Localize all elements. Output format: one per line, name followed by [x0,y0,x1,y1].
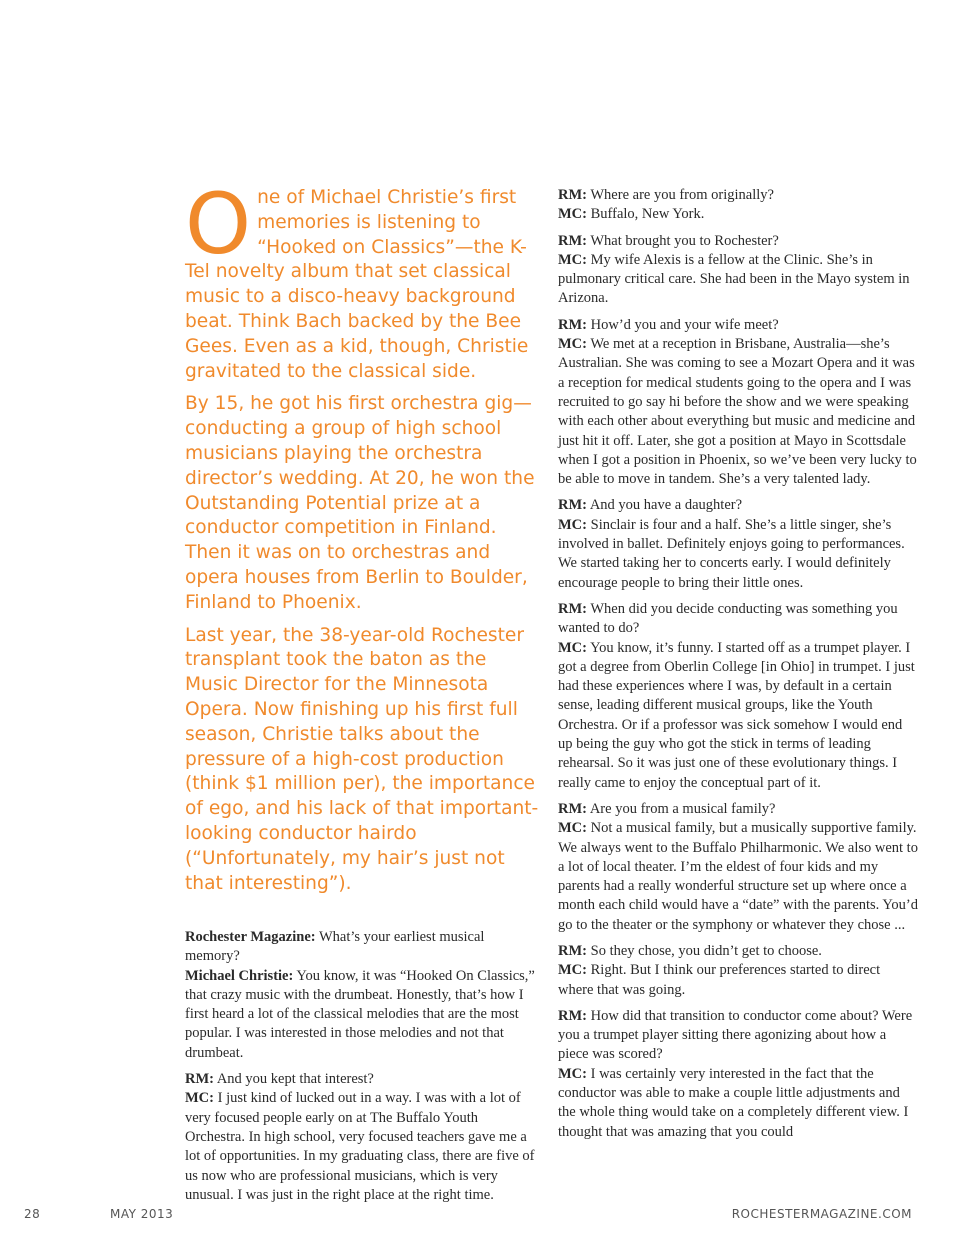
intro-paragraph-1 [185,175,543,384]
answer-text: I was certainly very interested in the fact that the conductor was able to make a couple little adjustments and the whole thing would take on a completely different view. I thought that was amazing that you could [558,1065,909,1140]
website-url: ROCHESTERMAGAZINE.COM [731,1207,912,1221]
answer-speaker: MC: [558,516,587,533]
question [558,800,918,819]
interview-column-left [185,928,541,1212]
question-speaker: RM: [558,316,587,333]
answer [185,967,541,1063]
question-speaker: RM: [558,600,587,617]
qa-block [558,316,918,490]
question-speaker: RM: [558,497,587,514]
intro-paragraph-2: By 15, he got his first orchestra gig—conducting a group of high school musicians playing the orchestra director’s wedding. At 20, he won the Outstanding Potential prize at a conductor competition in Finland. Then it was on to orchestras and opera houses from Berlin to Boulder, Finland to Phoenix. [185,393,535,613]
qa-block [558,186,918,225]
question [558,496,918,515]
intro-paragraph-1-text: ne of Michael Christie’s first memories is listening to “Hooked on Classics”—the K-Tel novelty album that set classical music to a disco-heavy background beat. Think Bach backed by the Bee Gees. Even as a kid, though, Christie gravitated to the classical side. [185,187,529,382]
question [558,232,918,251]
qa-block [558,496,918,592]
answer [558,639,918,793]
answer [558,1065,918,1142]
answer [558,961,918,1000]
answer-text: We met at a reception in Brisbane, Australia—she’s Australian. She was coming to see a Mozart Opera and it was a reception for medical students going to the opera and I was recruited to go say hi before the show and we were speaking with each other about everything but music and medicine and just hit it off. Later, she got a position at Mayo in Scottsdale when I got a position in Phoenix, so we’ve been very lucky to be able to move in tandem. She’s a very talented lady. [558,336,917,488]
answer-text: My wife Alexis is a fellow at the Clinic. She’s in pulmonary critical care. She had been in the Mayo system in Arizona. [558,251,910,307]
question-text: And you kept that interest? [216,1071,374,1088]
question [185,928,541,967]
question-speaker: RM: [185,1071,214,1088]
drop-cap: O [185,175,252,273]
answer-speaker: MC: [558,336,587,353]
question [558,1007,918,1065]
question-speaker: RM: [558,942,587,959]
question-text: When did you decide conducting was something you wanted to do? [558,600,898,637]
answer-speaker: MC: [558,639,587,656]
answer [558,205,918,224]
question-speaker: Rochester Magazine: [185,929,316,945]
question-text: And you have a daughter? [589,497,743,514]
answer-text: Right. But I think our preferences started to direct where that was going. [558,962,881,998]
answer-speaker: Michael Christie: [185,967,294,984]
answer-speaker: MC: [558,251,587,268]
answer-text: Buffalo, New York. [590,206,705,223]
answer-text: You know, it was “Hooked On Classics,” that crazy music with the drumbeat. Honestly, that’s how I first heard a lot of the classical melodies that are the most popular. I was interested in those melodies and not that drumbeat. [185,967,535,1061]
answer [558,251,918,309]
qa-block [558,942,918,1000]
answer [558,335,918,489]
page-number: 28 [24,1207,41,1221]
question [558,942,918,961]
issue-date: MAY 2013 [110,1207,174,1221]
question [558,186,918,205]
answer-text: You know, it’s funny. I started off as a trumpet player. I got a degree from Oberlin College [in Ohio] in trumpet. I just had these experiences where I was, by default in a certain sense, leading different musical groups, like the Youth Orchestra. Or if a professor was sick somehow I would end up being the guy who got the stick in terms of leading rehearsal. So it was just one of these evolutionary things. I really came to enjoy the conceptual part of it. [558,639,915,791]
answer-speaker: MC: [558,962,587,979]
intro-paragraph-3: Last year, the 38-year-old Rochester transplant took the baton as the Music Director for the Minnesota Opera. Now finishing up his first full season, Christie talks about the pressure of a high-cost production (think $1 million per), the importance of ego, and his lack of that important-looking conductor hairdo (“Unfortunately, my hair’s just not that interesting”). [185,624,539,894]
question-text: What’s your earliest musical memory? [185,929,485,965]
question-speaker: RM: [558,800,587,817]
answer [558,819,918,935]
intro-text [185,175,543,904]
answer-speaker: MC: [185,1090,214,1107]
question-text: How did that transition to conductor come about? Were you a trumpet player sitting there agonizing about how a piece was scored? [558,1007,913,1063]
qa-block [558,800,918,935]
question [558,600,918,639]
question-speaker: RM: [558,187,587,203]
answer-text: Not a musical family, but a musically supportive family. We always went to the Buffalo Philharmonic. We also went to a lot of local theater. I’m the eldest of four kids and my parents had a really wonderful structure set up where once a month each child would have a “date” with the parents. You’d go to the theater or the symphony or whatever they chose ... [558,820,918,933]
question-text: Where are you from originally? [590,187,774,203]
qa-block [558,600,918,793]
interview-column-right [558,186,918,1149]
question-text: What brought you to Rochester? [590,232,779,249]
answer-speaker: MC: [558,206,587,223]
answer [185,1089,541,1205]
answer [558,516,918,593]
question-text: So they chose, you didn’t get to choose. [590,942,822,959]
qa-block [558,232,918,309]
answer-speaker: MC: [558,820,587,837]
question [185,1070,541,1089]
answer-text: Sinclair is four and a half. She’s a little singer, she’s involved in ballet. Definitely enjoys going to performances. We started taking her to concerts early. I would definitely encourage people to bring their little ones. [558,516,905,591]
question-speaker: RM: [558,1007,587,1024]
question-text: Are you from a musical family? [589,800,776,817]
qa-block [185,928,541,1063]
question-text: How’d you and your wife meet? [590,316,779,333]
qa-block [558,1007,918,1142]
answer-text: I just kind of lucked out in a way. I was with a lot of very focused people early on at The Buffalo Youth Orchestra. In high school, very focused teachers gave me a lot of opportunities. In my graduating class, there are five of us now who are professional musicians, which is very unusual. I was just in the right place at the right time. [185,1090,535,1203]
answer-speaker: MC: [558,1065,587,1082]
question-speaker: RM: [558,232,587,249]
qa-block [185,1070,541,1205]
question [558,316,918,335]
